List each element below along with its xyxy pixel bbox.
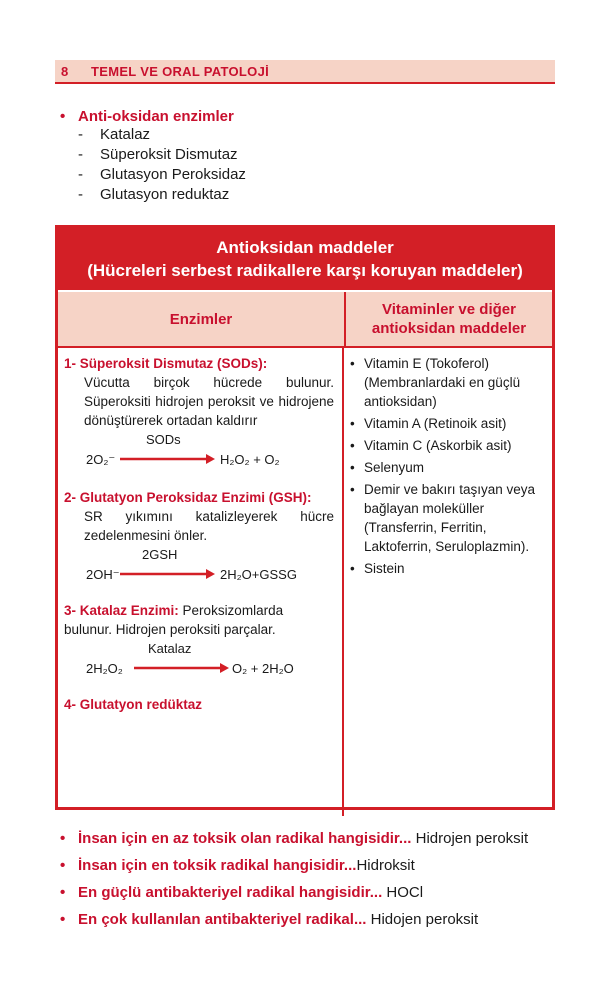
antioxidant-enzyme-list — [60, 108, 560, 205]
enzyme-3: 3- Katalaz Enzimi: Peroksizomlarda bulunur. Hidrojen peroksiti parçalar. — [64, 603, 284, 637]
list-item: - Glutasyon reduktaz — [78, 186, 230, 203]
list-item: - Glutasyon Peroksidaz — [78, 166, 246, 183]
list-item: • Vitamin E (Tokoferol) (Membranlardaki en güçlü antioksidan) — [350, 356, 521, 409]
column-header-vitamins: Vitaminler ve diğer antioksidan maddeler — [371, 301, 527, 337]
antioxidant-table — [55, 225, 555, 810]
list-item: • Demir ve bakırı taşıyan veya bağlayan moleküller (Transferrin, Ferritin, Laktoferrin, Seruloplazmin). — [350, 482, 536, 554]
enzyme-1-heading: 1- Süperoksit Dismutaz (SODs): — [64, 356, 268, 371]
enzyme-4-heading: 4- Glutatyon redüktaz — [64, 697, 203, 712]
page-header — [55, 60, 555, 84]
list-item: • Selenyum — [350, 460, 425, 475]
list-item: • Sistein — [350, 561, 405, 576]
vitamins-column — [344, 348, 552, 816]
radical-questions-list — [60, 828, 556, 936]
list-item: • En çok kullanılan antibakteriyel radikal... Hidojen peroksit — [60, 911, 479, 928]
enzyme-1-text: Vücutta birçok hücrede bulunur. Süperoksiti hidrojen peroksit ve hidrojene dönüştürerek ortadan kaldırır — [84, 375, 334, 428]
page-number: 8 — [61, 63, 69, 79]
reaction-2: 2GSH 2OH⁻ 2H₂O+GSSG — [86, 547, 297, 582]
arrow-icon — [120, 454, 215, 464]
arrow-icon — [120, 569, 215, 579]
reaction-3: Katalaz 2H₂O₂ O₂ + 2H₂O — [86, 641, 294, 676]
list-item: • İnsan için en toksik radikal hangisidir...Hidroksit — [60, 857, 415, 874]
enzyme-2-heading: 2- Glutatyon Peroksidaz Enzimi (GSH): — [64, 490, 312, 505]
chapter-title: TEMEL VE ORAL PATOLOJİ — [91, 63, 270, 79]
arrow-icon — [134, 663, 229, 673]
list-heading: • Anti-oksidan enzimler — [60, 108, 234, 125]
table-title: Antioksidan maddeler (Hücreleri serbest radikallere karşı koruyan maddeler) — [58, 228, 552, 290]
bullet-icon: • — [60, 108, 66, 125]
column-header-enzymes: Enzimler — [58, 292, 346, 346]
list-item: • İnsan için en az toksik olan radikal hangisidir... Hidrojen peroksit — [60, 830, 529, 847]
list-item: • Vitamin A (Retinoik asit) — [350, 416, 507, 431]
list-item: - Katalaz — [78, 126, 151, 143]
reaction-1: SODs 2O₂⁻ H₂O₂ + O₂ — [86, 432, 280, 467]
list-item: - Süperoksit Dismutaz — [78, 146, 238, 163]
table-column-headers — [58, 290, 552, 348]
list-item: • Vitamin C (Askorbik asit) — [350, 438, 512, 453]
enzymes-column — [58, 348, 344, 816]
enzyme-2-text: SR yıkımını katalizleyerek hücre zedelenmesini önler. — [84, 509, 334, 543]
list-item: • En güçlü antibakteriyel radikal hangisidir... HOCl — [60, 884, 424, 901]
